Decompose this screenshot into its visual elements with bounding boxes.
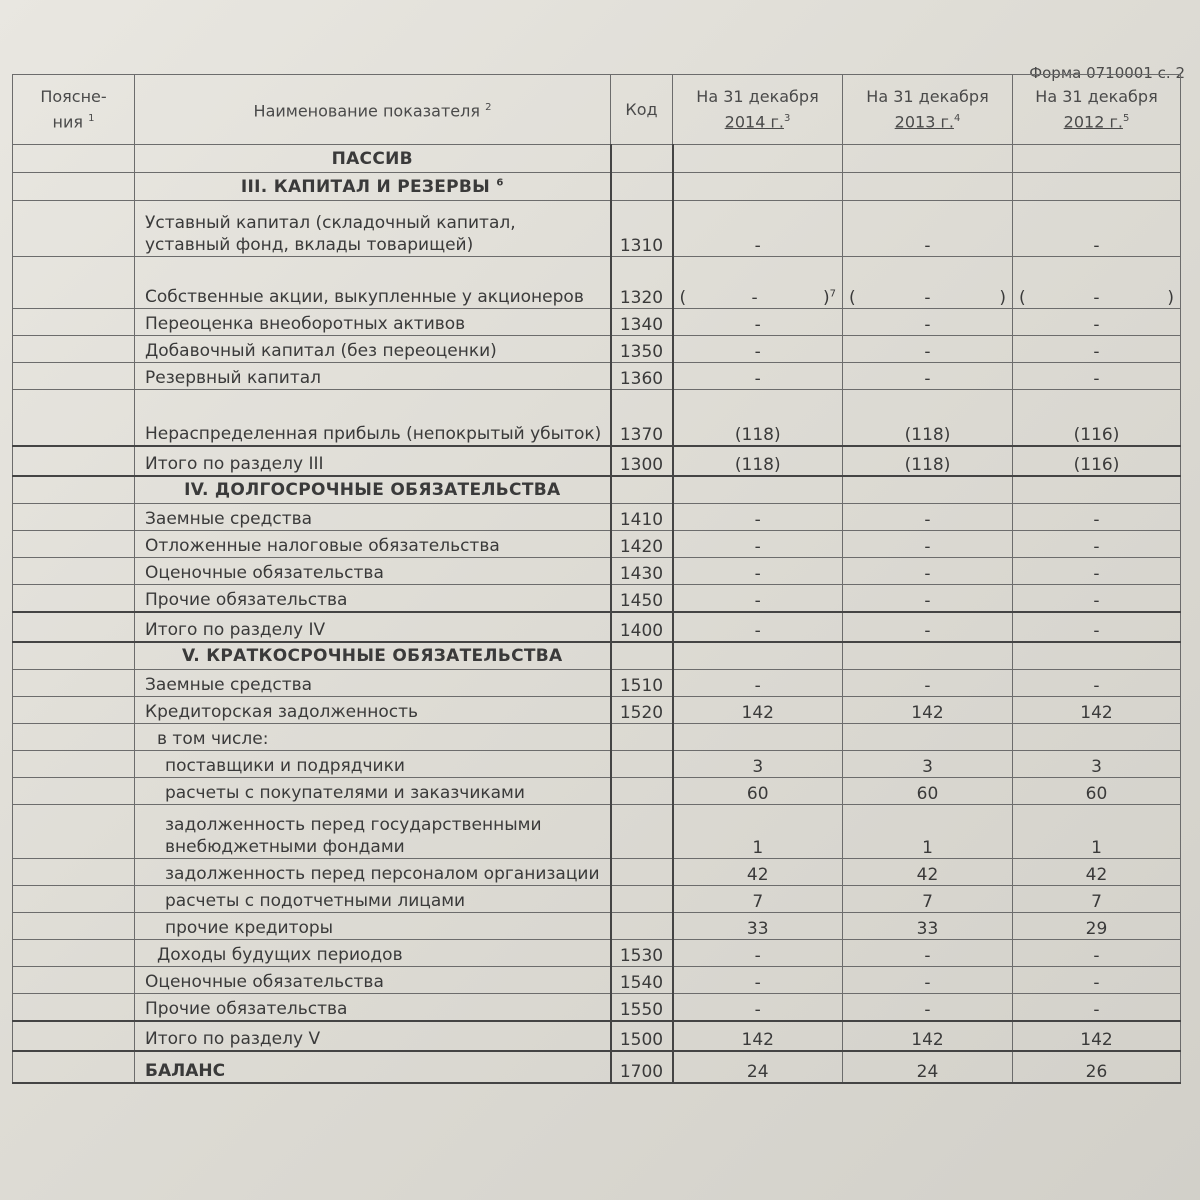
- value-2013: -: [843, 531, 1013, 558]
- value-2014: -: [673, 336, 843, 363]
- row-code: 1320: [611, 257, 673, 309]
- row-name: задолженность перед государственными внебюджетными фондами: [135, 805, 611, 859]
- value-2012: -: [1013, 967, 1181, 994]
- row-name: Кредиторская задолженность: [135, 697, 611, 724]
- section-short-term: V. КРАТКОСРОЧНЫЕ ОБЯЗАТЕЛЬСТВА: [135, 642, 611, 670]
- row-code: 1370: [611, 390, 673, 446]
- row-code: 1510: [611, 670, 673, 697]
- row-code: 1450: [611, 585, 673, 612]
- date-2012-header: На 31 декабря 2012 г.$^5$: [1013, 75, 1181, 145]
- value-2014: -: [673, 363, 843, 390]
- value-2012: -: [1013, 201, 1181, 257]
- section-passive: ПАССИВ: [135, 145, 611, 173]
- value-2012: 1: [1013, 805, 1181, 859]
- value-2013: -: [843, 309, 1013, 336]
- value-2012: -: [1013, 363, 1181, 390]
- value-2014: -: [673, 994, 843, 1021]
- value-2013: -: [843, 670, 1013, 697]
- table-row: [13, 612, 1181, 642]
- value-2014: (118): [673, 390, 843, 446]
- row-code: 1530: [611, 940, 673, 967]
- table-row: [13, 967, 1181, 994]
- row-name: Собственные акции, выкупленные у акционеров: [135, 257, 611, 309]
- value-2013: 142: [843, 697, 1013, 724]
- row-name: Итого по разделу IV: [135, 612, 611, 642]
- table-row: [13, 940, 1181, 967]
- value-2013: -: [843, 585, 1013, 612]
- row-name: Итого по разделу III: [135, 446, 611, 476]
- value-2013: 7: [843, 886, 1013, 913]
- table-row: [13, 257, 1181, 309]
- value-2012: -: [1013, 585, 1181, 612]
- table-row: [13, 363, 1181, 390]
- value-2014: -: [673, 940, 843, 967]
- value-2013: ( - ): [843, 257, 1013, 309]
- row-code: 1340: [611, 309, 673, 336]
- row-code: 1550: [611, 994, 673, 1021]
- row-name: Прочие обязательства: [135, 994, 611, 1021]
- value-2014: 1: [673, 805, 843, 859]
- row-code: 1350: [611, 336, 673, 363]
- section-row: [13, 642, 1181, 670]
- date-2013-header: На 31 декабря 2013 г.$^4$: [843, 75, 1013, 145]
- value-2014: 42: [673, 859, 843, 886]
- table-row: [13, 697, 1181, 724]
- value-2012: 60: [1013, 778, 1181, 805]
- row-name: Уставный капитал (складочный капитал, уставный фонд, вклады товарищей): [135, 201, 611, 257]
- row-code: 1310: [611, 201, 673, 257]
- value-2013: 42: [843, 859, 1013, 886]
- balance-table: [12, 74, 1181, 1084]
- name-header: Наименование показателя $^2$: [135, 75, 611, 145]
- row-code: 1430: [611, 558, 673, 585]
- value-2014: -: [673, 585, 843, 612]
- value-2012: -: [1013, 531, 1181, 558]
- row-name: Переоценка внеоборотных активов: [135, 309, 611, 336]
- value-2013: 24: [843, 1051, 1013, 1083]
- table-row: [13, 531, 1181, 558]
- row-name: Доходы будущих периодов: [135, 940, 611, 967]
- section-row: [13, 476, 1181, 504]
- row-code: 1700: [611, 1051, 673, 1083]
- value-2014: -: [673, 309, 843, 336]
- section-row: [13, 145, 1181, 173]
- value-2012: -: [1013, 612, 1181, 642]
- value-2013: 1: [843, 805, 1013, 859]
- row-name: Отложенные налоговые обязательства: [135, 531, 611, 558]
- code-header: Код: [611, 75, 673, 145]
- value-2014: 142: [673, 1021, 843, 1051]
- row-name: расчеты с покупателями и заказчиками: [135, 778, 611, 805]
- value-2013: -: [843, 504, 1013, 531]
- table-row: [13, 1021, 1181, 1051]
- row-name: Нераспределенная прибыль (непокрытый убыток): [135, 390, 611, 446]
- table-row: [13, 558, 1181, 585]
- row-code: 1410: [611, 504, 673, 531]
- value-2013: -: [843, 363, 1013, 390]
- value-2012: 142: [1013, 697, 1181, 724]
- value-2013: -: [843, 201, 1013, 257]
- row-code: 1400: [611, 612, 673, 642]
- table-row: [13, 913, 1181, 940]
- value-2012: -: [1013, 670, 1181, 697]
- row-code: 1500: [611, 1021, 673, 1051]
- value-2014: 7: [673, 886, 843, 913]
- row-code: 1540: [611, 967, 673, 994]
- value-2014: 3: [673, 751, 843, 778]
- value-2012: 42: [1013, 859, 1181, 886]
- value-2013: -: [843, 336, 1013, 363]
- table-row: [13, 446, 1181, 476]
- value-2012: 142: [1013, 1021, 1181, 1051]
- form-code: Форма 0710001 с. 2: [1029, 64, 1185, 82]
- value-2014: (118): [673, 446, 843, 476]
- row-name: в том числе:: [135, 724, 611, 751]
- value-2013: (118): [843, 446, 1013, 476]
- value-2012: -: [1013, 558, 1181, 585]
- row-name: Резервный капитал: [135, 363, 611, 390]
- value-2012: -: [1013, 940, 1181, 967]
- table-row: [13, 670, 1181, 697]
- table-row: [13, 504, 1181, 531]
- value-2012: 7: [1013, 886, 1181, 913]
- value-2014: 33: [673, 913, 843, 940]
- value-2012: 29: [1013, 913, 1181, 940]
- value-2012: (116): [1013, 390, 1181, 446]
- value-2014: -: [673, 531, 843, 558]
- table-row: [13, 886, 1181, 913]
- row-name: Заемные средства: [135, 670, 611, 697]
- row-code: 1300: [611, 446, 673, 476]
- value-2013: (118): [843, 390, 1013, 446]
- section-row: [13, 173, 1181, 201]
- table-row: [13, 994, 1181, 1021]
- value-2014: 24: [673, 1051, 843, 1083]
- header-row: [13, 75, 1181, 145]
- value-2014: -: [673, 967, 843, 994]
- table-row: [13, 751, 1181, 778]
- row-name: Добавочный капитал (без переоценки): [135, 336, 611, 363]
- date-2014-header: На 31 декабря 2014 г.$^3$: [673, 75, 843, 145]
- row-name: расчеты с подотчетными лицами: [135, 886, 611, 913]
- value-2013: -: [843, 967, 1013, 994]
- value-2012: 26: [1013, 1051, 1181, 1083]
- value-2012: ( - ): [1013, 257, 1181, 309]
- row-code: 1360: [611, 363, 673, 390]
- value-2014: -: [673, 558, 843, 585]
- value-2014: 142: [673, 697, 843, 724]
- value-2013: -: [843, 994, 1013, 1021]
- row-name: Оценочные обязательства: [135, 967, 611, 994]
- row-code: 1520: [611, 697, 673, 724]
- table-row: [13, 309, 1181, 336]
- value-2013: 3: [843, 751, 1013, 778]
- row-code: 1420: [611, 531, 673, 558]
- row-name: задолженность перед персоналом организации: [135, 859, 611, 886]
- row-name: БАЛАНС: [135, 1051, 611, 1083]
- value-2012: -: [1013, 504, 1181, 531]
- value-2014: -: [673, 612, 843, 642]
- table-row: [13, 805, 1181, 859]
- value-2014: ( - )$^7$: [673, 257, 843, 309]
- row-name: прочие кредиторы: [135, 913, 611, 940]
- value-2012: (116): [1013, 446, 1181, 476]
- table-row: [13, 336, 1181, 363]
- table-row: [13, 859, 1181, 886]
- value-2012: -: [1013, 336, 1181, 363]
- value-2014: -: [673, 670, 843, 697]
- table-row: [13, 201, 1181, 257]
- value-2014: -: [673, 201, 843, 257]
- value-2013: 33: [843, 913, 1013, 940]
- value-2014: 60: [673, 778, 843, 805]
- value-2014: -: [673, 504, 843, 531]
- section-capital: III. КАПИТАЛ И РЕЗЕРВЫ $^6$: [135, 173, 611, 201]
- value-2012: 3: [1013, 751, 1181, 778]
- explanations-header: Поясне- ния $^1$: [13, 75, 135, 145]
- value-2013: 60: [843, 778, 1013, 805]
- value-2013: -: [843, 612, 1013, 642]
- table-row: [13, 778, 1181, 805]
- table-row: [13, 585, 1181, 612]
- row-name: Итого по разделу V: [135, 1021, 611, 1051]
- row-name: Заемные средства: [135, 504, 611, 531]
- value-2013: 142: [843, 1021, 1013, 1051]
- row-name: Прочие обязательства: [135, 585, 611, 612]
- value-2012: -: [1013, 994, 1181, 1021]
- section-long-term: IV. ДОЛГОСРОЧНЫЕ ОБЯЗАТЕЛЬСТВА: [135, 476, 611, 504]
- row-name: поставщики и подрядчики: [135, 751, 611, 778]
- value-2013: -: [843, 558, 1013, 585]
- value-2012: -: [1013, 309, 1181, 336]
- table-row: [13, 1051, 1181, 1083]
- value-2013: -: [843, 940, 1013, 967]
- table-row: [13, 724, 1181, 751]
- row-name: Оценочные обязательства: [135, 558, 611, 585]
- table-row: [13, 390, 1181, 446]
